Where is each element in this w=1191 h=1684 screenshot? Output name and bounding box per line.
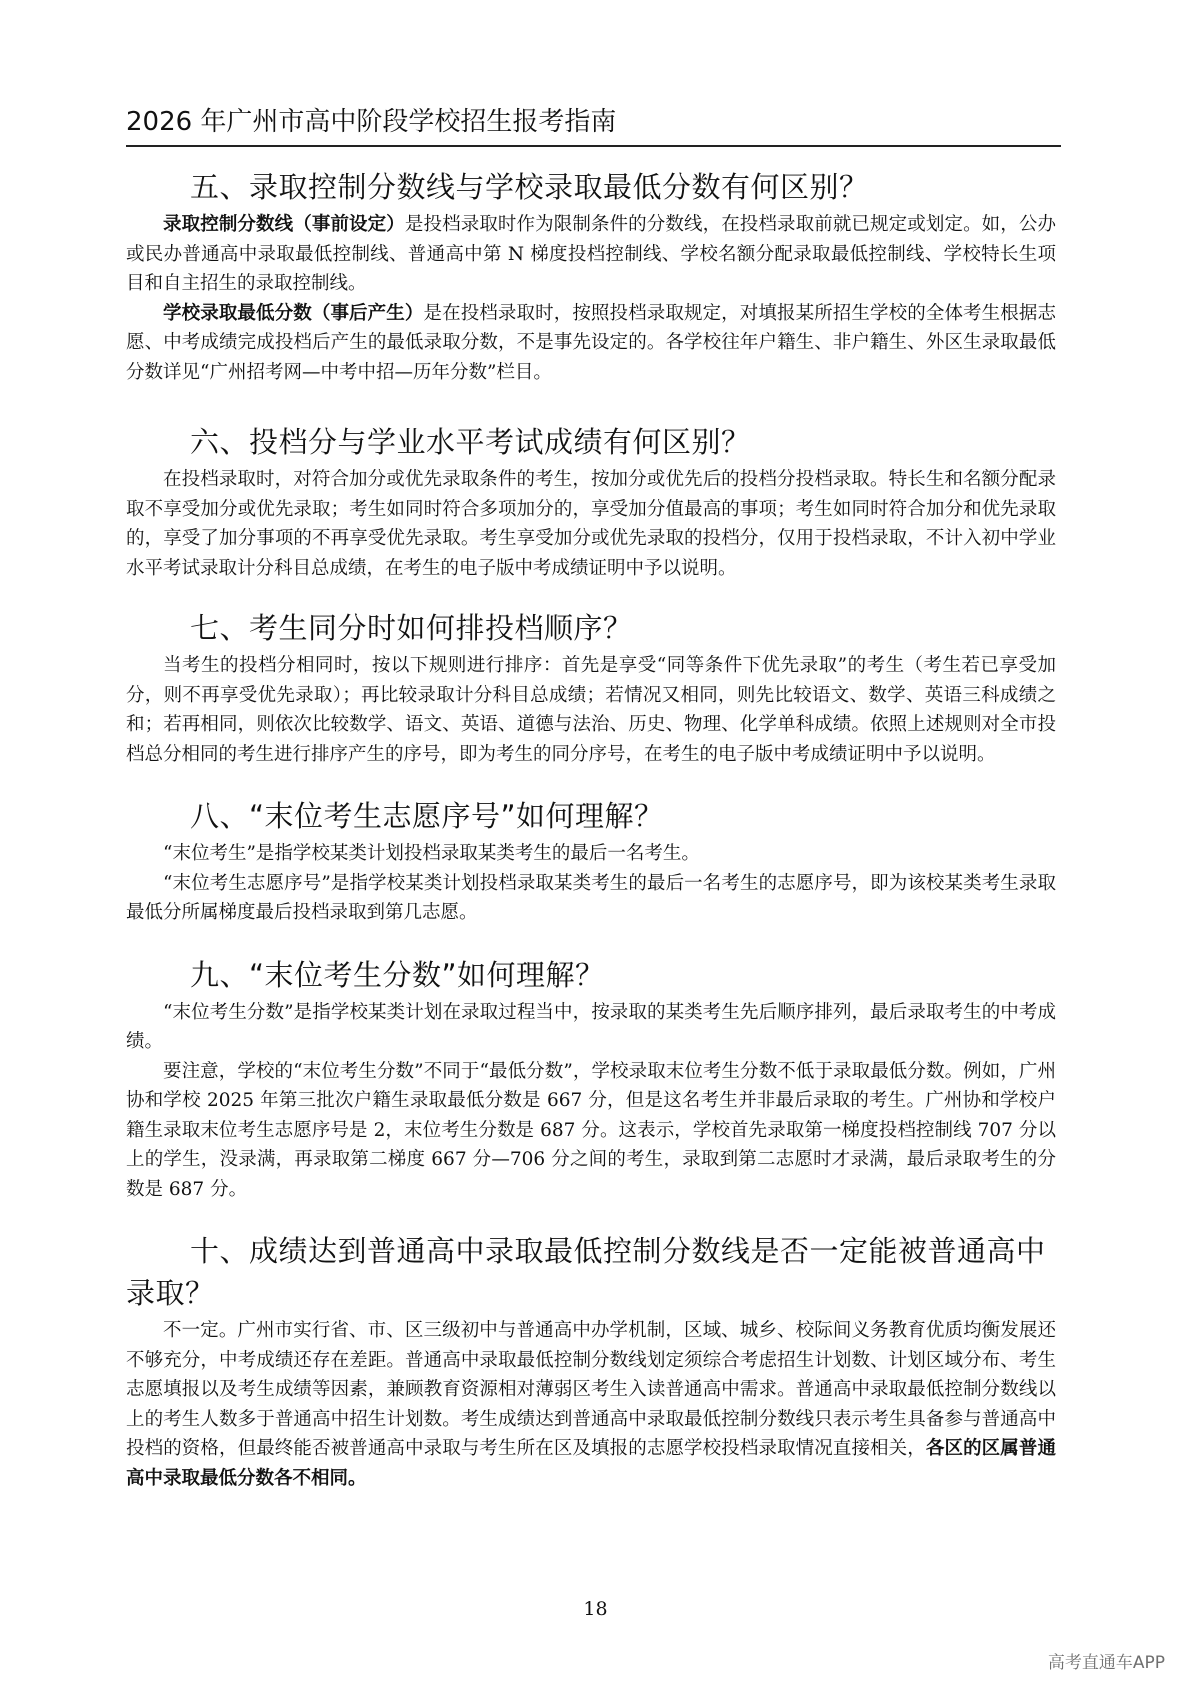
document-header-title: 2026 年广州市高中阶段学校招生报考指南 (126, 107, 617, 137)
section-heading: 八、“末位考生志愿序号”如何理解？ (190, 799, 664, 833)
paragraph (126, 1316, 1056, 1493)
paragraph: 要注意，学校的“末位考生分数”不同于“最低分数”，学校录取末位考生分数不低于录取最低分数。例如，广州协和学校 2025 年第三批次户籍生录取最低分数是 667 分，但是这名考生并非最后录取的考生。广州协和学校户籍生录取末位考生志愿序号是 2，末位考生分数是 687 分。这表示，学校首先录取第一梯度投档控制线 707 分以上的学生，没录满，再录取第二梯度 667 分—706 分之间的考生，录取到第二志愿时才录满，最后录取考生的分数是 687 分。 (126, 1060, 1056, 1200)
watermark-text: 高考直通车APP (1047, 1653, 1165, 1673)
section-9 (126, 954, 1056, 1205)
page-number: 18 (583, 1598, 608, 1620)
paragraph-text: 不一定。广州市实行省、市、区三级初中与普通高中办学机制，区域、城乡、校际间义务教育优质均衡发展还不够充分，中考成绩还存在差距。普通高中录取最低控制分数线划定须综合考虑招生计划数、计划区域分布、考生志愿填报以及考生成绩等因素，兼顾教育资源相对薄弱区考生入读普通高中需求。普通高中录取最低控制分数线以上的考生人数多于普通高中招生计划数。考生成绩达到普通高中录取最低控制分数线只表示考生具备参与普通高中投档的资格，但最终能否被普通高中录取与考生所在区及填报的志愿学校投档录取情况直接相关， (126, 1320, 1056, 1459)
section-heading: 七、考生同分时如何排投档顺序？ (190, 611, 633, 645)
paragraph (126, 299, 1056, 388)
header-divider (126, 145, 1061, 147)
section-heading: 九、“末位考生分数”如何理解？ (190, 957, 605, 992)
paragraph: “末位考生分数”是指学校某类计划在录取过程当中，按录取的某类考生先后顺序排列，最后录取考生的中考成绩。 (126, 1001, 1056, 1052)
paragraph: “末位考生志愿序号”是指学校某类计划投档录取某类考生的最后一名考生的志愿序号，即为该校某类考生录取最低分所属梯度最后投档录取到第几志愿。 (126, 872, 1056, 923)
section-heading: 五、录取控制分数线与学校录取最低分数有何区别？ (190, 170, 869, 204)
section-7 (126, 607, 1056, 769)
paragraph-text: 是在投档录取时，按照投档录取规定，对填报某所招生学校的全体考生根据志愿、中考成绩完成投档后产生的最低录取分数，不是事先设定的。各学校往年户籍生、非户籍生、外区生录取最低分数详见“广州招考网—中考中招—历年分数”栏目。 (126, 302, 1056, 383)
bold-term: 学校录取最低分数（事后产生） (163, 302, 424, 324)
bold-term: 录取控制分数线（事前设定） (163, 214, 405, 235)
section-heading: 六、投档分与学业水平考试成绩有何区别？ (190, 425, 751, 459)
paragraph: “末位考生”是指学校某类计划投档录取某类考生的最后一名考生。 (163, 843, 700, 864)
section-10 (126, 1230, 1056, 1493)
page-content (126, 166, 1056, 1493)
section-6 (126, 421, 1056, 583)
paragraph (126, 210, 1056, 299)
section-5 (126, 166, 1056, 387)
section-8 (126, 795, 1056, 928)
section-heading: 十、成绩达到普通高中录取最低控制分数线是否一定能被普通高中录取？ (126, 1234, 1046, 1310)
paragraph: 当考生的投档分相同时，按以下规则进行排序：首先是享受“同等条件下优先录取”的考生（考生若已享受加分，则不再享受优先录取）；再比较录取计分科目总成绩；若情况又相同，则先比较语文、数学、英语三科成绩之和；若再相同，则依次比较数学、语文、英语、道德与法治、历史、物理、化学单科成绩。依照上述规则对全市投档总分相同的考生进行排序产生的序号，即为考生的同分序号，在考生的电子版中考成绩证明中予以说明。 (126, 655, 1056, 765)
paragraph-text: 是投档录取时作为限制条件的分数线，在投档录取前就已规定或划定。如，公办或民办普通高中录取最低控制线、普通高中第 N 梯度投档控制线、学校名额分配录取最低控制线、学校特长生项目和自主招生的录取控制线。 (126, 214, 1057, 294)
bold-conclusion: 各区的区属普通高中录取最低分数各不相同。 (126, 1438, 1056, 1489)
paragraph: 在投档录取时，对符合加分或优先录取条件的考生，按加分或优先后的投档分投档录取。特长生和名额分配录取不享受加分或优先录取；考生如同时符合多项加分的，享受加分值最高的事项；考生如同时符合加分和优先录取的，享受了加分事项的不再享受优先录取。考生享受加分或优先录取的投档分，仅用于投档录取，不计入初中学业水平考试录取计分科目总成绩，在考生的电子版中考成绩证明中予以说明。 (126, 469, 1056, 579)
